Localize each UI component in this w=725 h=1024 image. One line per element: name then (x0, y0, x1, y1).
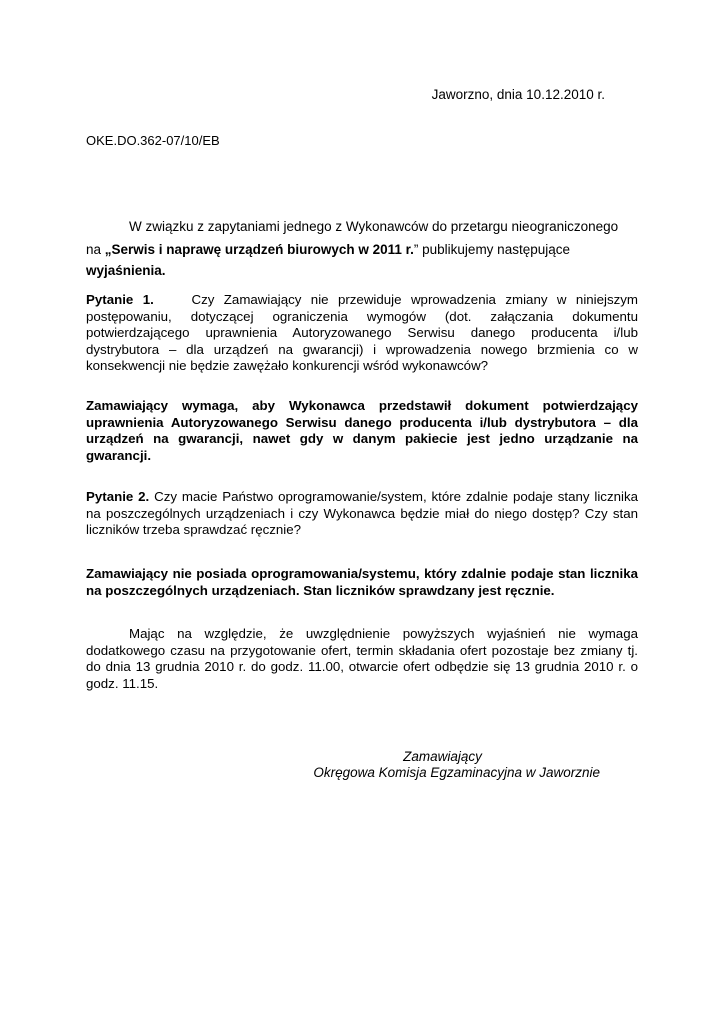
signature-role: Zamawiający (403, 749, 482, 764)
intro-line-3: wyjaśnienia. (86, 263, 166, 278)
intro-prefix: na (86, 242, 105, 257)
answer-2: Zamawiający nie posiada oprogramowania/systemu, który zdalnie podaje stan licznika na poszczególnych urządzeniach. Stan liczników sprawdzany jest ręcznie. (86, 566, 638, 598)
intro-line-2 (86, 241, 638, 258)
intro-line-1 (86, 218, 638, 235)
question-2-label: Pytanie 2. (86, 489, 150, 504)
question-2 (86, 489, 638, 539)
intro-line-1-text: W związku z zapytaniami jednego z Wykonawców do przetargu nieograniczonego (129, 219, 619, 234)
intro-suffix: ” publikujemy następujące (413, 242, 570, 257)
closing-text: Mając na względzie, że uwzględnienie powyższych wyjaśnień nie wymaga dodatkowego czasu na przygotowanie ofert, termin składania ofert pozostaje bez zmiany tj. do dnia 13 grudnia 2010 r. do godz. 11.00, otwarcie ofert odbędzie się 13 grudnia 2010 r. o godz. 11.15. (86, 626, 638, 691)
signature-institution: Okręgowa Komisja Egzaminacyjna w Jaworznie (313, 765, 600, 780)
closing-paragraph (86, 626, 638, 692)
question-2-text: Czy macie Państwo oprogramowanie/system, które zdalnie podaje stany licznika na poszczególnych urządzeniach i czy Wykonawca będzie miał do niego dostęp? Czy stan liczników trzeba sprawdzać ręcznie? (86, 489, 638, 537)
question-1 (86, 292, 638, 375)
answer-1: Zamawiający wymaga, aby Wykonawca przedstawił dokument potwierdzający uprawnienia Autoryzowanego Serwisu danego producenta i/lub dystrybutora – dla urządzeń na gwarancji, nawet gdy w danym pakiecie jest jedno urządzanie na gwarancji. (86, 398, 638, 463)
question-1-label: Pytanie 1. (86, 292, 154, 307)
tender-title: „Serwis i naprawę urządzeń biurowych w 2011 r. (104, 242, 414, 257)
question-1-text: Czy Zamawiający nie przewiduje wprowadzenia zmiany w niniejszym postępowaniu, dotyczącej ograniczenia wymogów (dot. załączania dokumentu potwierdzającego uprawnienia Autoryzowanego Serwisu danego producenta i/lub dystrybutora – dla urządzeń na gwarancji) i wprowadzenia nowego brzmienia co w konsekwencji nie będzie zawężało konkurencji wśród wykonawców? (86, 292, 638, 373)
reference-number: OKE.DO.362-07/10/EB (86, 133, 220, 148)
date-line: Jaworzno, dnia 10.12.2010 r. (431, 87, 605, 102)
